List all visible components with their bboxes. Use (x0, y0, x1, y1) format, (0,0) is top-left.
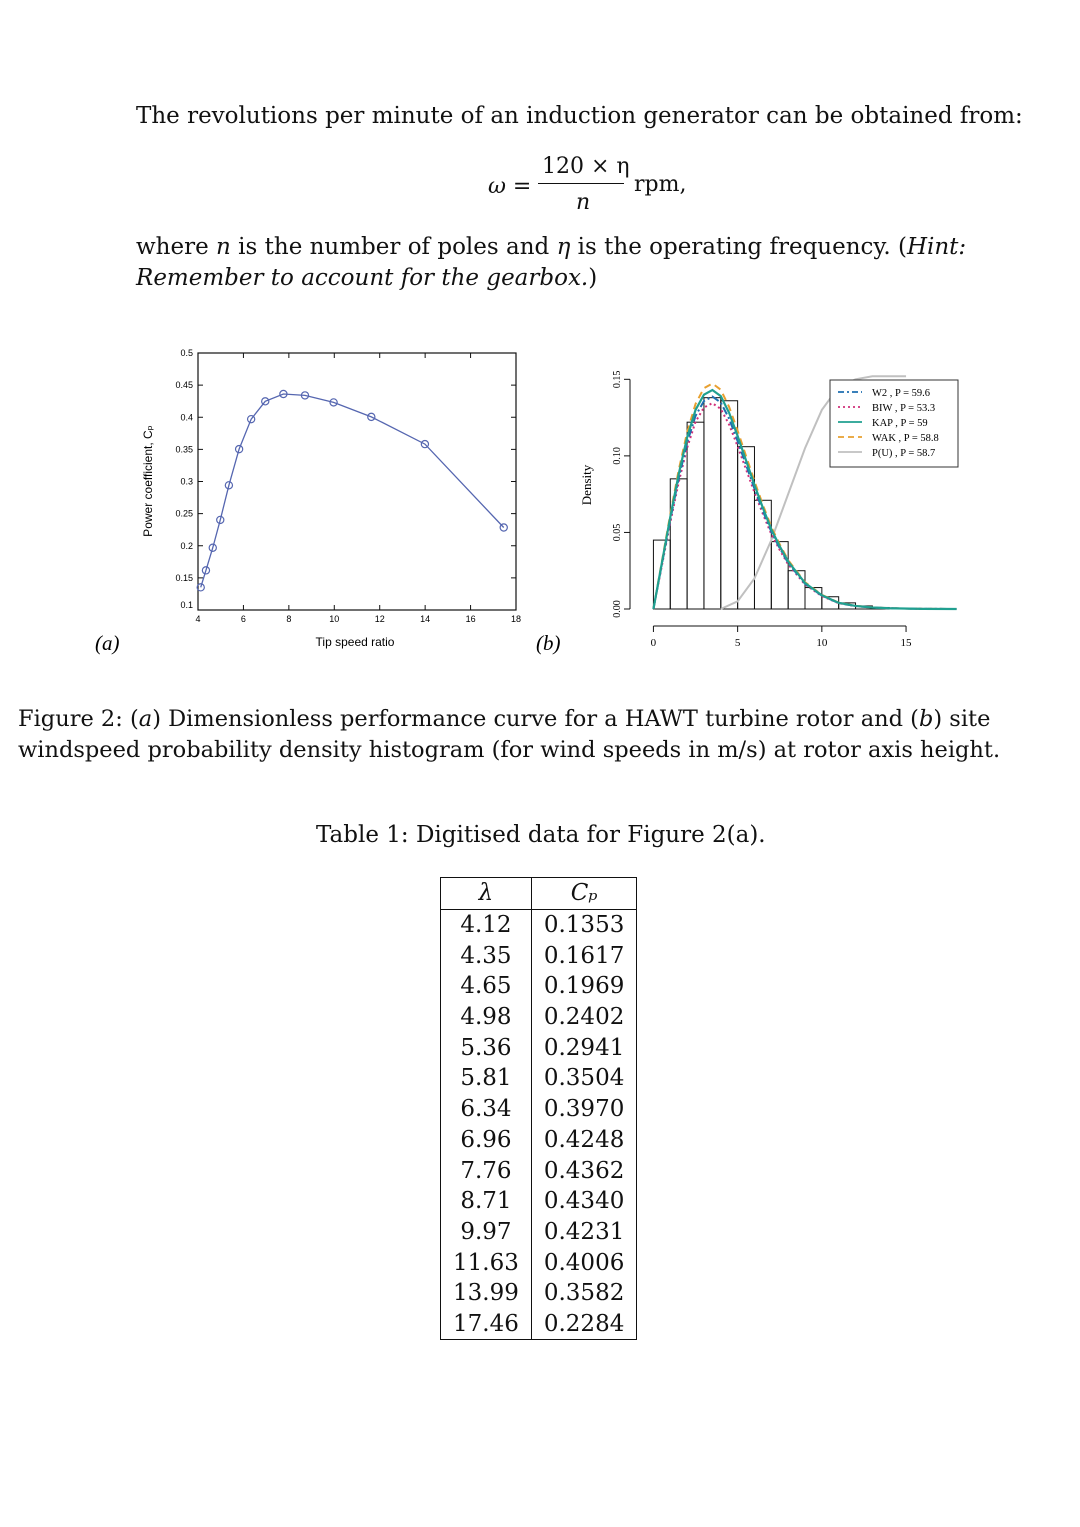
figure-a-label: (a) (95, 631, 120, 655)
figure-a-chart (0, 330, 530, 670)
rpm-equation (484, 150, 724, 214)
lambda-cell: 4.65 (441, 971, 532, 1002)
table-row (441, 1125, 637, 1156)
equation-lhs: ω = (488, 174, 532, 199)
legend-label: KAP , P = 59 (872, 418, 928, 429)
lambda-cell: 11.63 (441, 1247, 532, 1278)
lambda-cell: 5.81 (441, 1063, 532, 1094)
plot-b-ylabel: Density (579, 464, 594, 506)
table-row (441, 909, 637, 940)
table-row (441, 1186, 637, 1217)
table-caption: Table 1: Digitised data for Figure 2(a). (316, 822, 766, 848)
fig-caption-a: a (138, 706, 153, 732)
x-tick-label: 15 (900, 637, 912, 649)
lambda-cell: 7.76 (441, 1155, 532, 1186)
histogram-bar (805, 588, 822, 609)
histogram-bar (754, 500, 771, 609)
cp-cell: 0.3504 (543, 1065, 625, 1092)
x-tick-label: 0 (650, 637, 657, 649)
lambda-cell: 4.98 (441, 1002, 532, 1033)
lambda-cell: 17.46 (441, 1309, 532, 1340)
fig-caption-b: b (918, 706, 934, 732)
plot-a-ylabel: Power coefficient, Cₚ (141, 425, 155, 537)
fig-caption-mid1: ) Dimensionless performance curve for a HAWT turbine rotor and ( (152, 706, 919, 732)
table-row (441, 971, 637, 1002)
lambda-cell: 9.97 (441, 1217, 532, 1248)
table-row (441, 1063, 637, 1094)
cp-cell: 0.1353 (543, 912, 625, 939)
figure-caption (18, 704, 1058, 766)
plot-b-x-tick-labels (651, 637, 912, 649)
intro-paragraph (136, 103, 1023, 129)
figure-b-chart (530, 330, 1060, 670)
table-row (441, 940, 637, 971)
hint-text: Hint: Remember to account for the gearbox. (136, 234, 967, 291)
y-tick-label: 0.3 (180, 476, 193, 487)
fig-caption-prefix: Figure 2: ( (18, 706, 139, 732)
table-row (441, 1002, 637, 1033)
cp-curve (201, 394, 504, 587)
plot-a-xlabel: Tip speed ratio (315, 635, 395, 649)
y-tick-label: 0.15 (175, 572, 193, 583)
x-tick-label: 10 (816, 637, 828, 649)
figure-b-label: (b) (536, 631, 561, 655)
x-tick-label: 4 (195, 614, 201, 624)
plot-a-frame (198, 353, 516, 610)
cp-cell: 0.4362 (543, 1157, 625, 1184)
cp-cell: 0.3582 (543, 1280, 625, 1307)
symbol-eta: η (556, 234, 571, 260)
where-text-2: is the number of poles and (230, 234, 557, 260)
histogram-bar (771, 542, 788, 609)
cp-cell: 0.2284 (543, 1310, 625, 1337)
lambda-cell: 13.99 (441, 1278, 532, 1309)
x-tick-label: 6 (240, 614, 246, 624)
where-text-3: is the operating frequency. ( (570, 234, 907, 260)
lambda-cell: 6.34 (441, 1094, 532, 1125)
equation-denominator: n (576, 190, 591, 215)
table-row (441, 1094, 637, 1125)
plot-a-ticks (198, 353, 516, 610)
legend-label: WAK , P = 58.8 (872, 433, 939, 444)
where-text-1: where (136, 234, 217, 260)
table-row (441, 1247, 637, 1278)
table-row (441, 1155, 637, 1186)
y-tick-label: 0.5 (180, 348, 193, 358)
cp-point (500, 524, 507, 531)
lambda-cell: 4.12 (441, 909, 532, 940)
y-tick-label: 0.10 (612, 447, 623, 465)
intro-text: The revolutions per minute of an induction generator can be obtained from: (136, 103, 1023, 129)
y-tick-label: 0.35 (175, 444, 193, 455)
where-paragraph (136, 232, 1046, 294)
y-tick-label: 0.25 (175, 508, 193, 519)
table-body (441, 909, 637, 1340)
plot-a-y-tick-labels (175, 348, 193, 610)
lambda-cell: 8.71 (441, 1186, 532, 1217)
y-tick-label: 0.15 (612, 370, 623, 389)
table-header-row (441, 878, 637, 910)
equation-numerator: 120 × η (542, 154, 630, 179)
histogram-bar (687, 422, 704, 609)
digitised-data-table (440, 877, 637, 1340)
y-tick-label: 0.00 (612, 600, 623, 618)
lambda-cell: 4.35 (441, 940, 532, 971)
x-tick-label: 14 (420, 614, 431, 624)
y-tick-label: 0.45 (175, 380, 193, 391)
header-lambda: λ (441, 878, 532, 910)
fraction-bar (538, 183, 624, 184)
x-tick-label: 18 (510, 614, 522, 624)
equation-unit: rpm, (634, 172, 687, 197)
x-tick-label: 8 (286, 614, 292, 624)
legend-label: P(U) , P = 58.7 (872, 448, 936, 459)
header-cp: Cₚ (531, 878, 636, 910)
cp-cell: 0.4340 (543, 1188, 625, 1215)
cp-cell: 0.4248 (543, 1126, 625, 1153)
where-text-4: ) (588, 265, 598, 291)
fig-caption-mid2: ) site windspeed probability density histogram (for wind speeds in m/s) at rotor axis height. (18, 706, 1001, 763)
plot-a-x-tick-labels (195, 614, 521, 624)
cp-cell: 0.1969 (543, 973, 625, 1000)
table-row (441, 1217, 637, 1248)
table-row (441, 1309, 637, 1340)
cp-cell: 0.2941 (543, 1034, 625, 1061)
x-tick-label: 12 (374, 614, 385, 624)
y-tick-label: 0.2 (180, 540, 193, 551)
cp-points (197, 390, 507, 591)
plot-b-y-tick-labels (612, 371, 623, 618)
y-tick-label: 0.1 (180, 600, 193, 610)
cp-cell: 0.4006 (543, 1249, 625, 1276)
x-tick-label: 16 (465, 614, 476, 624)
lambda-cell: 5.36 (441, 1032, 532, 1063)
cp-cell: 0.3970 (543, 1096, 625, 1123)
y-tick-label: 0.05 (612, 523, 623, 542)
cp-cell: 0.2402 (543, 1004, 625, 1031)
legend-label: BIW , P = 53.3 (872, 403, 936, 414)
legend-label: W2 , P = 59.6 (872, 388, 931, 399)
y-tick-label: 0.4 (180, 412, 193, 423)
symbol-n: n (216, 234, 231, 260)
table-row (441, 1278, 637, 1309)
x-tick-label: 10 (329, 614, 340, 624)
plot-b-legend (830, 380, 958, 467)
table-row (441, 1032, 637, 1063)
cp-cell: 0.4231 (543, 1218, 625, 1245)
cp-cell: 0.1617 (543, 942, 625, 969)
lambda-cell: 6.96 (441, 1125, 532, 1156)
histogram-bar (788, 571, 805, 609)
x-tick-label: 5 (734, 637, 741, 649)
histogram-bar (704, 398, 721, 609)
